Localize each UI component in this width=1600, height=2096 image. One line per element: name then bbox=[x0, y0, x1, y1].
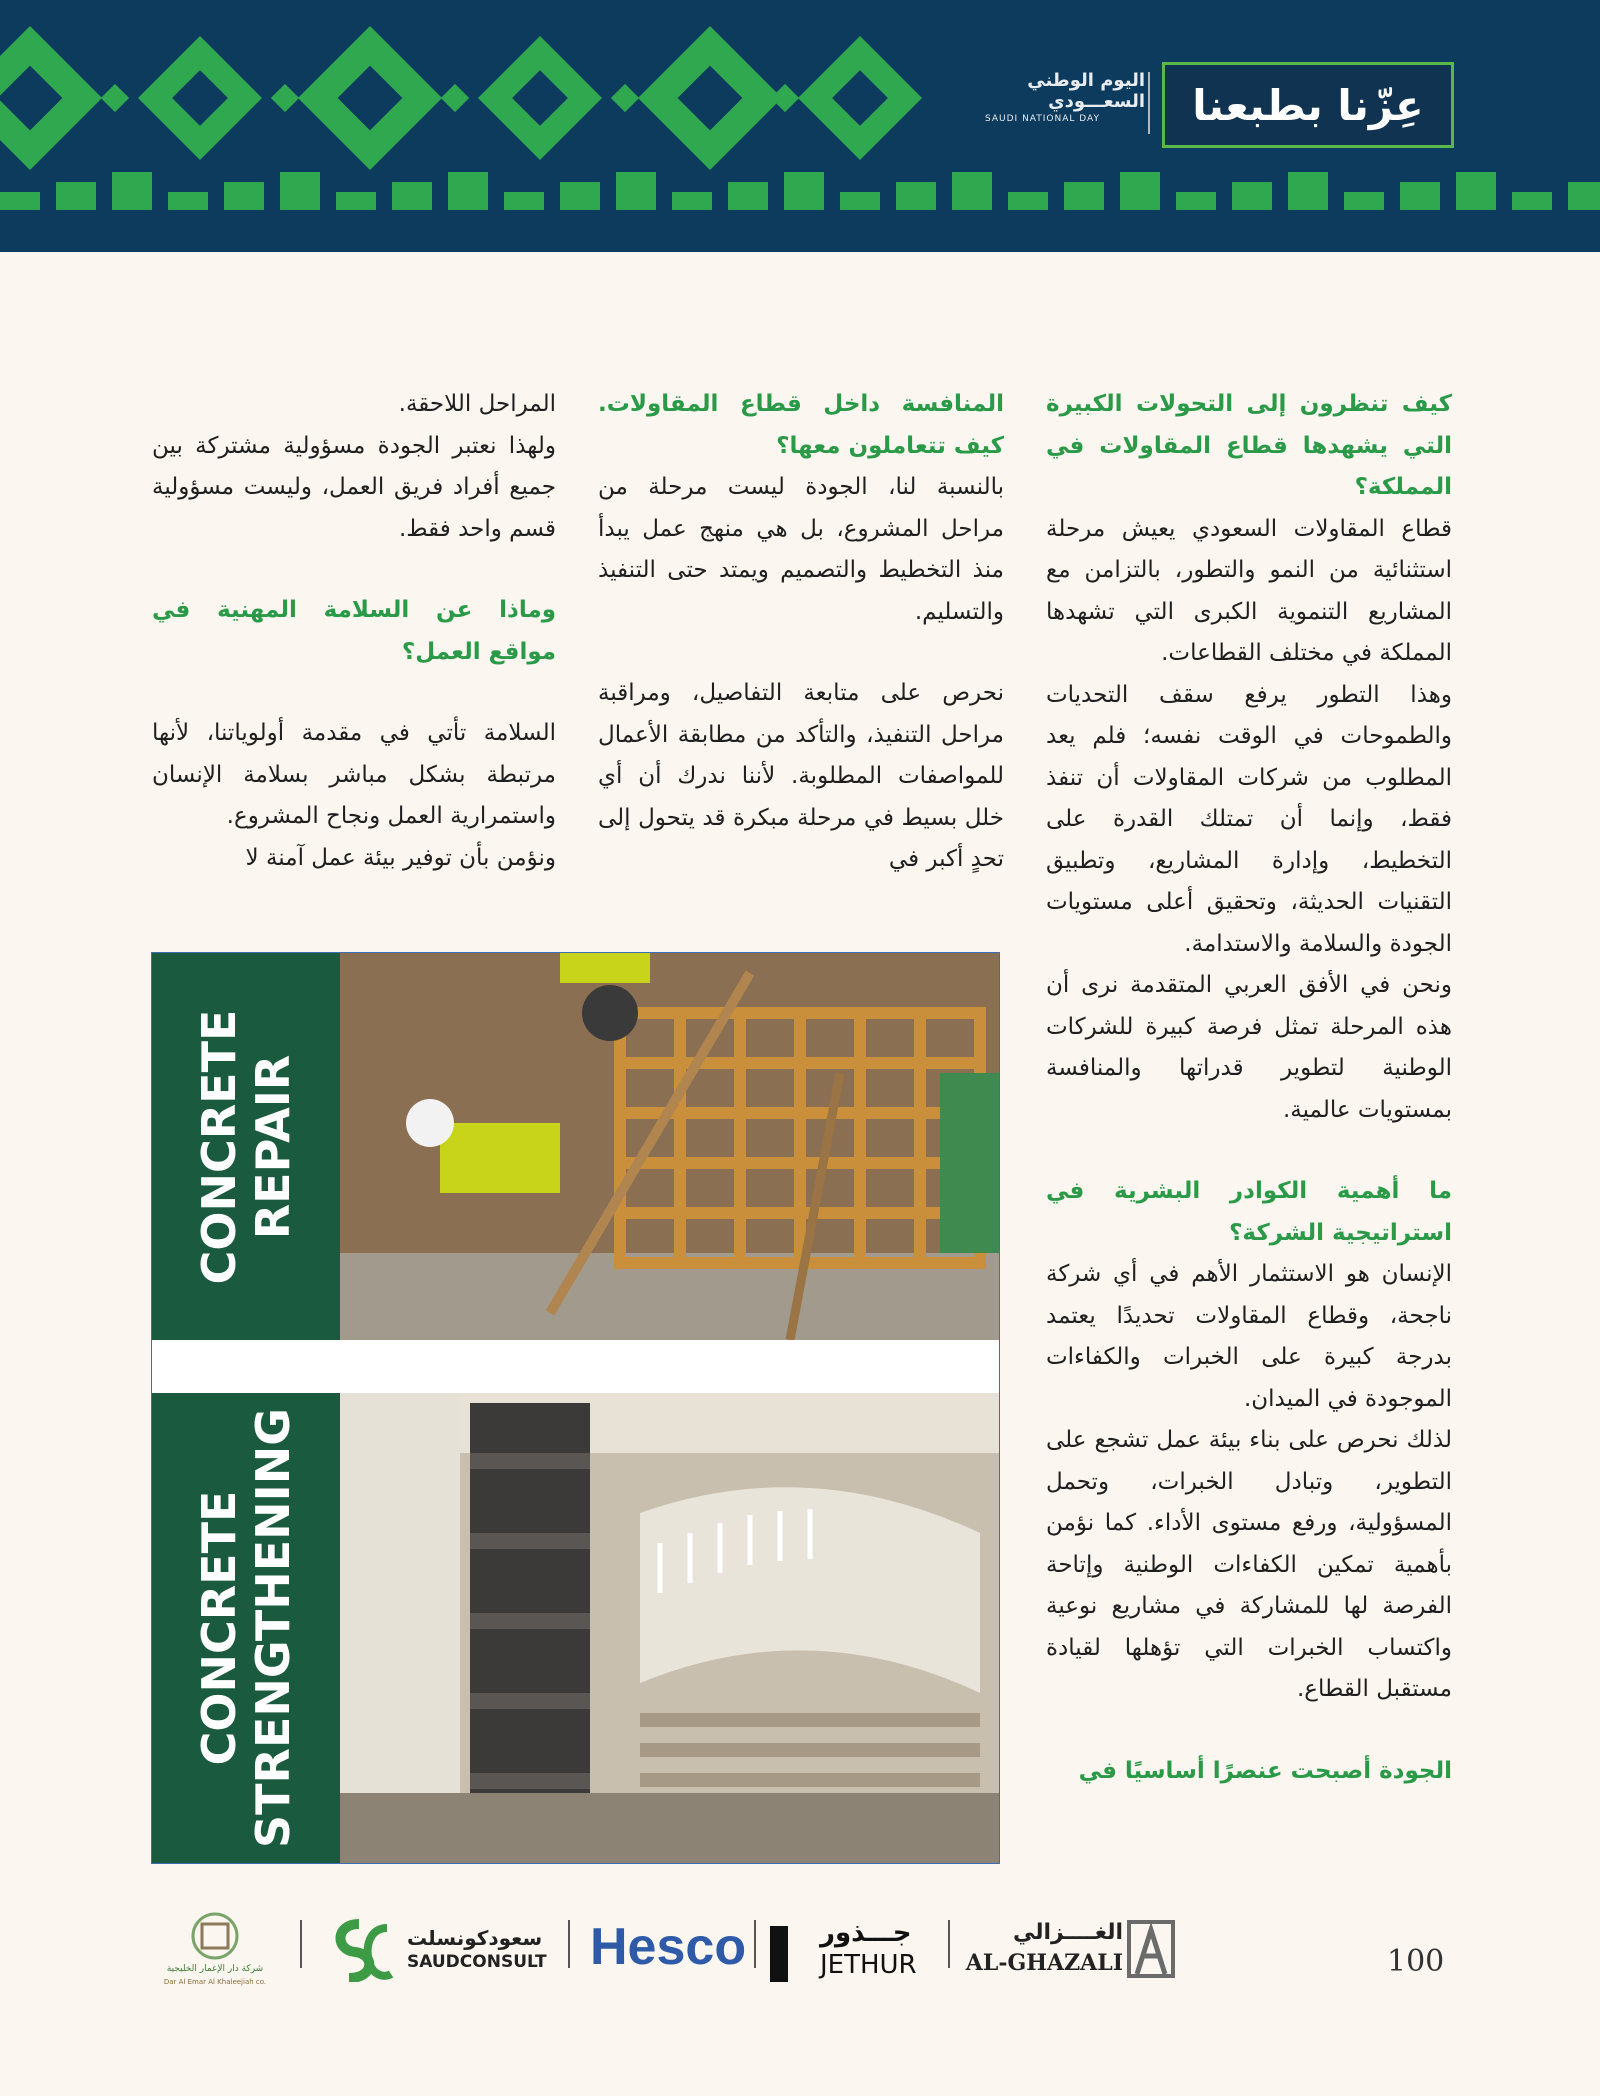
interview-answer-paragraph: ونؤمن بأن توفير بيئة عمل آمنة لا bbox=[245, 844, 556, 871]
paragraph-spacer bbox=[152, 550, 556, 590]
national-day-line1: اليوم الوطني bbox=[1027, 70, 1145, 91]
dar-al-emar-logo bbox=[150, 1910, 280, 1990]
interview-question: المنافسة داخل قطاع المقاولات. كيف تتعاملون معها؟ bbox=[598, 391, 1004, 459]
label-concrete: CONCRETE bbox=[192, 1009, 246, 1284]
saudconsult-english-name: SAUDCONSULT bbox=[407, 1952, 547, 1972]
interview-answer-paragraph: نحرص على متابعة التفاصيل، ومراقبة مراحل التنفيذ، والتأكد من مطابقة الأعمال للمواصفات المطلوبة. لأننا ندرك أن أي خلل بسيط في مرحلة مبكرة قد يتحول إلى تحدٍ أكبر في bbox=[598, 680, 1004, 872]
dar-al-emar-arabic-name: شركة دار الإعمار الخليجية bbox=[166, 1964, 264, 1974]
jethur-english-name: JETHUR bbox=[820, 1950, 917, 1980]
national-day-logo bbox=[985, 70, 1145, 124]
concrete-strengthening-panel bbox=[152, 1393, 999, 1863]
concrete-repair-label bbox=[192, 1009, 300, 1284]
logo-separator bbox=[300, 1920, 302, 1968]
saudconsult-mark-icon bbox=[325, 1918, 395, 1982]
interview-question: ما أهمية الكوادر البشرية في استراتيجية الشركة؟ bbox=[1046, 1178, 1452, 1246]
label-repair: REPAIR bbox=[246, 1054, 300, 1239]
logo-separator bbox=[948, 1920, 950, 1968]
saudconsult-arabic-name: سعودكونسلت bbox=[407, 1926, 543, 1950]
paragraph-spacer bbox=[1046, 1711, 1452, 1751]
interview-answer-paragraph: وهذا التطور يرفع سقف التحديات والطموحات في الوقت نفسه؛ فلم يعد المطلوب من شركات المقاولات أن تنفذ فقط، وإنما أن تمتلك القدرة على التخطيط، وإدارة المشاريع، وتطبيق التقنيات الحديثة، وتحقيق أعلى مستويات الجودة والسلامة والاستدامة. bbox=[1046, 681, 1452, 957]
interview-answer-paragraph: السلامة تأتي في مقدمة أولوياتنا، لأنها مرتبطة بشكل مباشر بسلامة الإنسان واستمرارية العمل ونجاح المشروع. bbox=[152, 720, 556, 829]
concrete-strengthening-label bbox=[192, 1408, 300, 1848]
paragraph-spacer bbox=[1046, 1131, 1452, 1171]
jethur-arabic-name: جـــذور bbox=[820, 1918, 912, 1948]
paragraph-spacer bbox=[598, 633, 1004, 673]
dar-al-emar-english-name: Dar Al Emar Al Khaleejiah co. bbox=[163, 1978, 267, 1986]
page-number: 100 bbox=[1387, 1944, 1445, 1979]
header-divider bbox=[1148, 72, 1150, 134]
interview-answer-paragraph: المراحل اللاحقة. bbox=[398, 391, 556, 417]
ghazali-mark-icon bbox=[1127, 1920, 1175, 1978]
paragraph-spacer bbox=[152, 673, 556, 713]
logo-separator bbox=[754, 1920, 756, 1968]
national-day-line2: السعـــودي bbox=[1048, 91, 1145, 112]
article-column-right bbox=[1046, 384, 1452, 1792]
jethur-mark-icon bbox=[770, 1926, 788, 1982]
dar-al-emar-mark-icon bbox=[180, 1910, 250, 1962]
article-column-middle bbox=[598, 384, 1004, 881]
jethur-logo bbox=[770, 1918, 940, 1998]
national-day-english: SAUDI NATIONAL DAY bbox=[985, 114, 1100, 124]
page-header-banner bbox=[0, 0, 1600, 252]
logo-separator bbox=[568, 1920, 570, 1968]
saudconsult-logo bbox=[325, 1918, 555, 1988]
interview-answer-paragraph: قطاع المقاولات السعودي يعيش مرحلة استثنائية من النمو والتطور، بالتزامن مع المشاريع التنموية الكبرى التي تشهدها المملكة في مختلف القطاعات. bbox=[1046, 515, 1452, 666]
concrete-strengthening-label-band bbox=[152, 1393, 340, 1863]
interview-answer-paragraph: ونحن في الأفق العربي المتقدمة نرى أن هذه المرحلة تمثل فرصة كبيرة للشركات الوطنية لتطوير قدراتها والمنافسة بمستويات عالمية. bbox=[1046, 972, 1452, 1123]
interview-answer-paragraph: بالنسبة لنا، الجودة ليست مرحلة من مراحل المشروع، بل هي منهج عمل يبدأ منذ التخطيط والتصميم ويمتد حتى التنفيذ والتسليم. bbox=[598, 474, 1004, 625]
concrete-strengthening-photo bbox=[340, 1393, 999, 1863]
hesco-logo: Hesco bbox=[590, 1918, 747, 1976]
interview-question: الجودة أصبحت عنصرًا أساسيًا في bbox=[1078, 1757, 1452, 1784]
concrete-repair-panel bbox=[152, 953, 999, 1340]
interview-answer-paragraph: لذلك نحرص على بناء بيئة عمل تشجع على التطوير، وتبادل الخبرات، وتحمل المسؤولية، ورفع مستوى الأداء. كما نؤمن بأهمية تمكين الكفاءات الوطنية وإتاحة الفرصة لها للمشاركة في مشاريع نوعية واكتساب الخبرات التي تؤهلها لقيادة مستقبل القطاع. bbox=[1046, 1427, 1452, 1702]
ghazali-english-name: AL-GHAZALI bbox=[965, 1950, 1123, 1976]
interview-question: كيف تنظرون إلى التحولات الكبيرة التي يشهدها قطاع المقاولات في المملكة؟ bbox=[1046, 391, 1452, 500]
interview-answer-paragraph: الإنسان هو الاستثمار الأهم في أي شركة ناجحة، وقطاع المقاولات تحديدًا يعتمد بدرجة كبيرة على الخبرات والكفاءات الموجودة في الميدان. bbox=[1046, 1261, 1452, 1412]
project-photos-figure bbox=[151, 952, 1000, 1864]
ghazali-logo bbox=[965, 1920, 1175, 1980]
article-column-left bbox=[152, 384, 556, 879]
concrete-repair-photo bbox=[340, 953, 999, 1340]
campaign-logo bbox=[1162, 62, 1454, 148]
interview-answer-paragraph: ولهذا نعتبر الجودة مسؤولية مشتركة بين جميع أفراد فريق العمل، وليست مسؤولية قسم واحد فقط. bbox=[152, 432, 556, 542]
concrete-repair-label-band bbox=[152, 953, 340, 1340]
campaign-title: عِزّنا بطبعنا bbox=[1192, 80, 1424, 130]
interview-question: وماذا عن السلامة المهنية في مواقع العمل؟ bbox=[152, 597, 556, 665]
label-strengthening: STRENGTHENING bbox=[246, 1408, 300, 1848]
label-concrete-2: CONCRETE bbox=[192, 1490, 246, 1766]
ghazali-arabic-name: الغــــزالي bbox=[1012, 1920, 1123, 1945]
